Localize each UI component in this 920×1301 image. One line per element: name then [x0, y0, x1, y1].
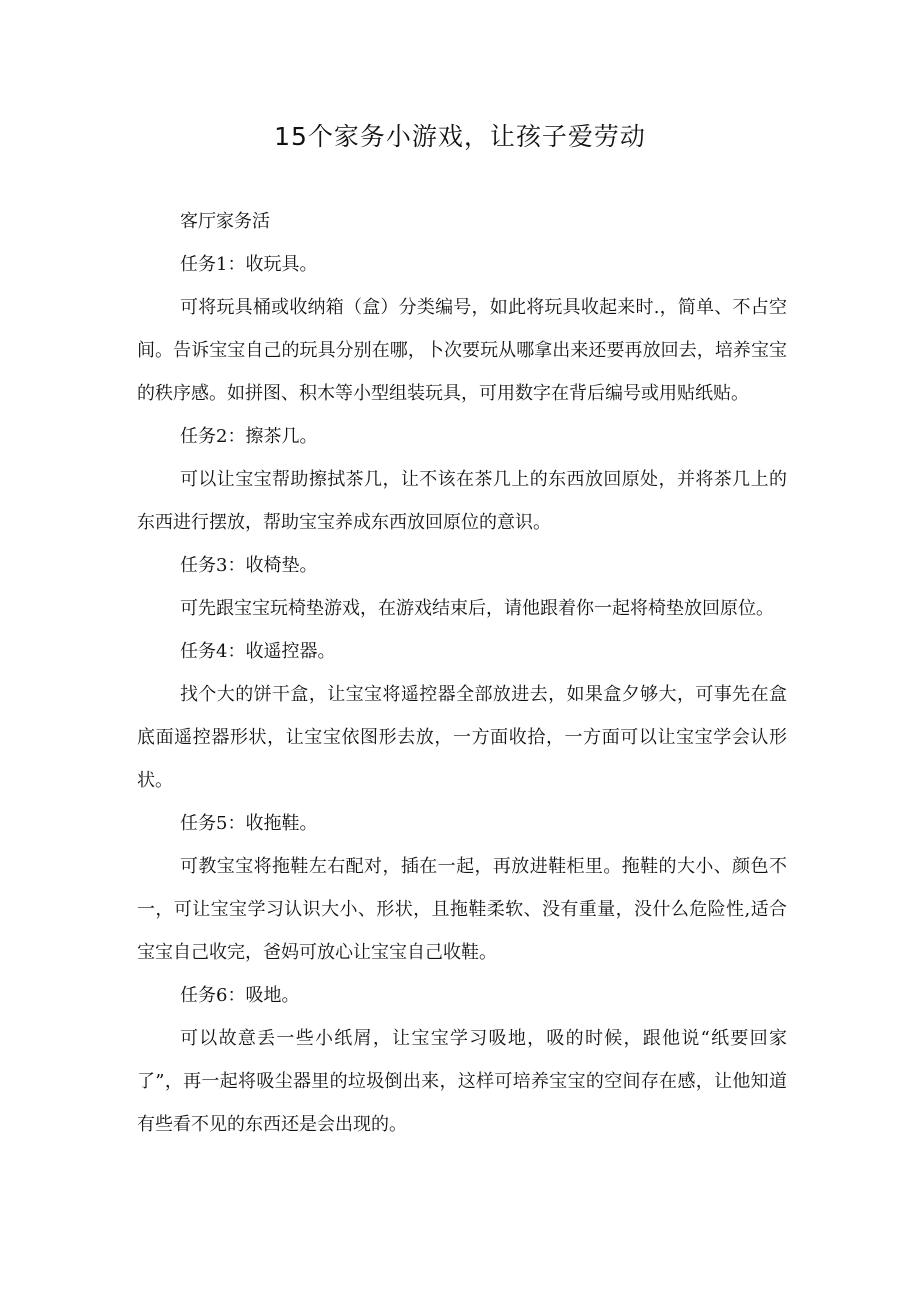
task-label: 任务6：吸地。	[180, 985, 300, 1006]
document-title: 15个家务小游戏，让孩子爱劳动	[274, 122, 646, 151]
task-label: 任务5：收拖鞋。	[180, 813, 318, 834]
task-description: 可以让宝宝帮助擦拭茶几，让不该在茶几上的东西放回原处，并将茶几上的东西进行摆放，帮助宝宝养成东西放回原位的意识。	[137, 469, 787, 533]
section-heading: 客厅家务活	[180, 211, 270, 232]
task-label: 任务4：收遥控器。	[180, 641, 336, 662]
task-label: 任务2：擦茶几。	[180, 426, 318, 447]
task-description: 找个大的饼干盒，让宝宝将遥控器全部放进去，如果盒夕够大，可事先在盒底面遥控器形状，让宝宝依图形去放，一方面收拾，一方面可以让宝宝学会认形状。	[137, 684, 787, 791]
task-description: 可先跟宝宝玩椅垫游戏，在游戏结束后，请他跟着你一起将椅垫放回原位。	[180, 598, 774, 619]
task-description: 可教宝宝将拖鞋左右配对，插在一起，再放进鞋柜里。拖鞋的大小、颜色不一，可让宝宝学习认识大小、形状，且拖鞋柔软、没有重量，没什么危险性,适合宝宝自己收完，爸妈可放心让宝宝自己收鞋。	[137, 856, 787, 963]
task-label: 任务1：收玩具。	[180, 254, 318, 275]
task-description: 可以故意丢一些小纸屑，让宝宝学习吸地，吸的时候，跟他说“纸要回家了”，再一起将吸尘器里的垃圾倒出来，这样可培养宝宝的空间存在感，让他知道有些看不见的东西还是会出现的。	[137, 1028, 787, 1135]
task-description: 可将玩具桶或收纳箱（盒）分类编号，如此将玩具收起来时.，简单、不占空间。告诉宝宝自己的玩具分别在哪，卜次要玩从哪拿出来还要再放回去，培养宝宝的秩序感。如拼图、积木等小型组装玩具，可用数字在背后编号或用贴纸贴。	[137, 297, 787, 404]
document-body	[137, 200, 787, 1146]
task-label: 任务3：收椅垫。	[180, 555, 318, 576]
